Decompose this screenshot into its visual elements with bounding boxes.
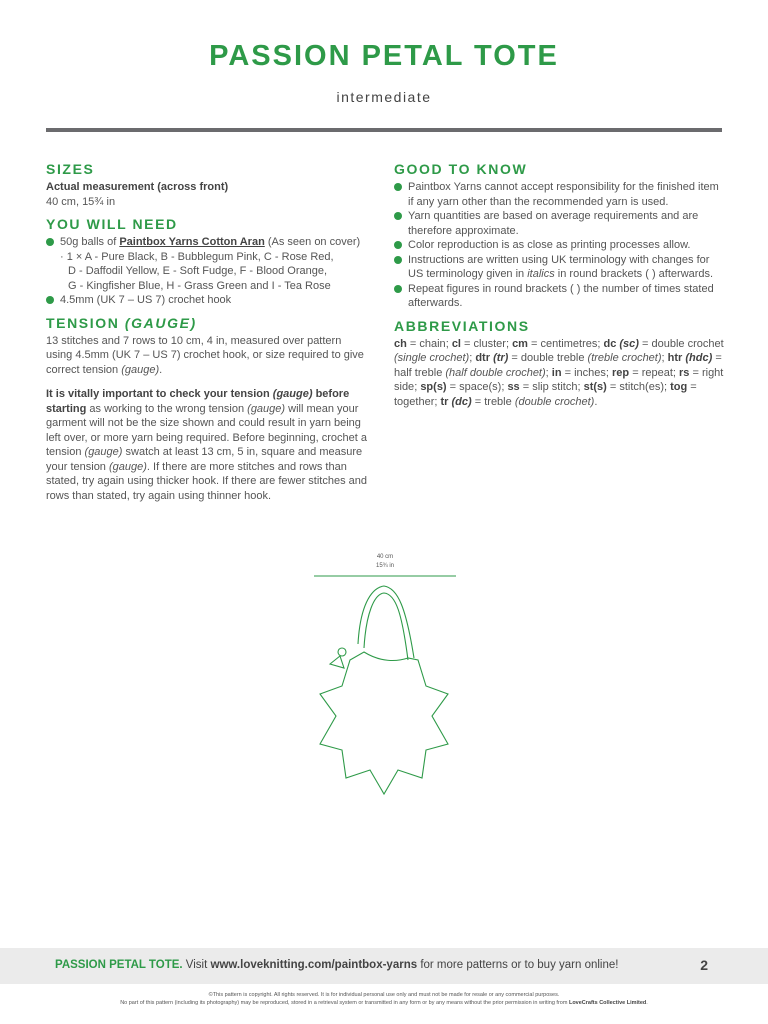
handle-outer (358, 586, 414, 658)
abbreviation-entry: st(s) = stitch(es); (583, 381, 671, 393)
sizes-heading: SIZES (46, 161, 95, 177)
tote-diagram (300, 548, 470, 828)
legal-line-2: No part of this pattern (including its photography) may be reproduced, stored in a retrieval system or transmitted in any form or by any means without the prior permission in writing from LoveCrafts Collective Limited. (120, 1000, 648, 1006)
colors-line-2: D - Daffodil Yellow, E - Soft Fudge, F - Blood Orange, (68, 265, 328, 277)
abbreviation-entry: dc (sc) = double crochet (single crochet); (394, 337, 724, 364)
petal-tassel (330, 656, 344, 668)
colors-line-3: G - Kingfisher Blue, H - Grass Green and I - Tea Rose (68, 279, 331, 292)
measure-cm-label: 40 cm (376, 554, 394, 560)
abbreviation-entry: htr (hdc) = half treble (half double crochet); (394, 352, 722, 379)
colors-line-1: · 1 × A - Pure Black, B - Bubblegum Pink, C - Rose Red, (60, 250, 334, 263)
tension-paragraph: 13 stitches and 7 rows to 10 cm, 4 in, measured over pattern using 4.5mm (UK 7 – US 7) crochet hook, or size required to give correct tension (gauge). (46, 334, 364, 376)
bullet-icon (394, 256, 402, 264)
you-will-need-heading: YOU WILL NEED (46, 216, 178, 232)
abbreviation-entry: ch = chain; (394, 337, 452, 350)
list-item: Yarn quantities are based on average requirements and are therefore approximate. (394, 209, 724, 238)
footer-link[interactable]: www.loveknitting.com/paintbox-yarns (210, 959, 418, 971)
bullet-icon (46, 238, 54, 246)
page-number: 2 (700, 957, 708, 973)
bag-body (320, 652, 448, 794)
legal-notice (0, 991, 768, 1007)
abbreviation-entry: rs = right side; (394, 366, 724, 393)
footer-bar (0, 948, 768, 984)
good-to-know-list (394, 180, 724, 311)
bullet-icon (394, 212, 402, 220)
footer-text (55, 959, 618, 971)
list-item: Paintbox Yarns cannot accept responsibility for the finished item if any yarn other than the recommended yarn is used. (394, 180, 724, 209)
colors-line (46, 279, 368, 294)
tote-outline (320, 586, 448, 794)
list-item: Repeat figures in round brackets ( ) the number of times stated afterwards. (394, 282, 724, 311)
materials-list (46, 235, 368, 308)
skill-level: intermediate (336, 89, 432, 105)
abbreviations-heading: ABBREVIATIONS (394, 317, 530, 334)
right-column (394, 160, 724, 409)
tension-heading-main: TENSION (46, 314, 125, 331)
sizes-subheading: Actual measurement (across front) (46, 181, 229, 193)
pattern-title: PASSION PETAL TOTE (209, 40, 559, 72)
abbreviation-entry: ss = slip stitch; (507, 381, 584, 393)
tension-heading (46, 314, 368, 332)
measure-in-label: 15¾ in (375, 563, 395, 569)
bullet-icon (394, 183, 402, 191)
footer-title: PASSION PETAL TOTE. (55, 959, 183, 971)
header-divider (46, 128, 722, 132)
list-item: Color reproduction is as close as printing processes allow. (394, 238, 724, 253)
left-column (46, 160, 368, 503)
legal-line-1: ©This pattern is copyright. All rights reserved. It is for individual personal use only and must not be made for resale or any commercial purposes. (208, 992, 560, 998)
abbreviation-entry: tog = together; (394, 381, 697, 408)
bullet-icon (394, 241, 402, 249)
colors-line (46, 250, 368, 265)
abbreviation-entry: dtr (tr) = double treble (treble crochet); (475, 352, 668, 364)
abbreviation-entry: in = inches; (551, 366, 613, 379)
yarn-prefix: 50g balls of (60, 236, 120, 248)
sizes-value: 40 cm, 15¾ in (46, 195, 116, 208)
petal-charm (338, 648, 346, 656)
yarn-link[interactable]: Paintbox Yarns Cotton Aran (119, 236, 265, 248)
footer-tail: for more patterns or to buy yarn online! (417, 959, 619, 971)
bullet-icon (394, 285, 402, 293)
bullet-icon (46, 296, 54, 304)
list-item (46, 293, 368, 308)
abbreviation-entry: tr (dc) = treble (double crochet). (440, 395, 598, 408)
tension-heading-gauge: (GAUGE) (124, 314, 197, 331)
hook-text: 4.5mm (UK 7 – US 7) crochet hook (60, 294, 232, 306)
list-item: Instructions are written using UK terminology with changes for US terminology given in italics in round brackets ( ) afterwards. (394, 253, 724, 282)
footer-visit: Visit (182, 959, 211, 971)
tension-warning-paragraph: It is vitally important to check your tension (gauge) before starting as working to the wrong tension (gauge) will mean your garment will not be the size shown and could result in yarn being left over, or more yarn being required. Before beginning, crochet a tension (gauge) swatch at least 13 cm, 5 in, square and measure your tension (gauge). If there are more stitches and rows than stated, try again using thicker hook. If there are fewer stitches and rows than stated, try again using thinner hook. (46, 388, 368, 502)
abbreviations-text (394, 337, 724, 410)
abbreviation-entry: rep = repeat; (612, 366, 680, 379)
abbreviation-entry: sp(s) = space(s); (420, 381, 508, 393)
abbreviation-entry: cl = cluster; (451, 337, 513, 350)
colors-line (46, 264, 368, 279)
yarn-suffix: (As seen on cover) (264, 236, 361, 248)
list-item (46, 235, 368, 250)
good-to-know-heading: GOOD TO KNOW (394, 161, 528, 177)
abbreviation-entry: cm = centimetres; (512, 337, 604, 350)
